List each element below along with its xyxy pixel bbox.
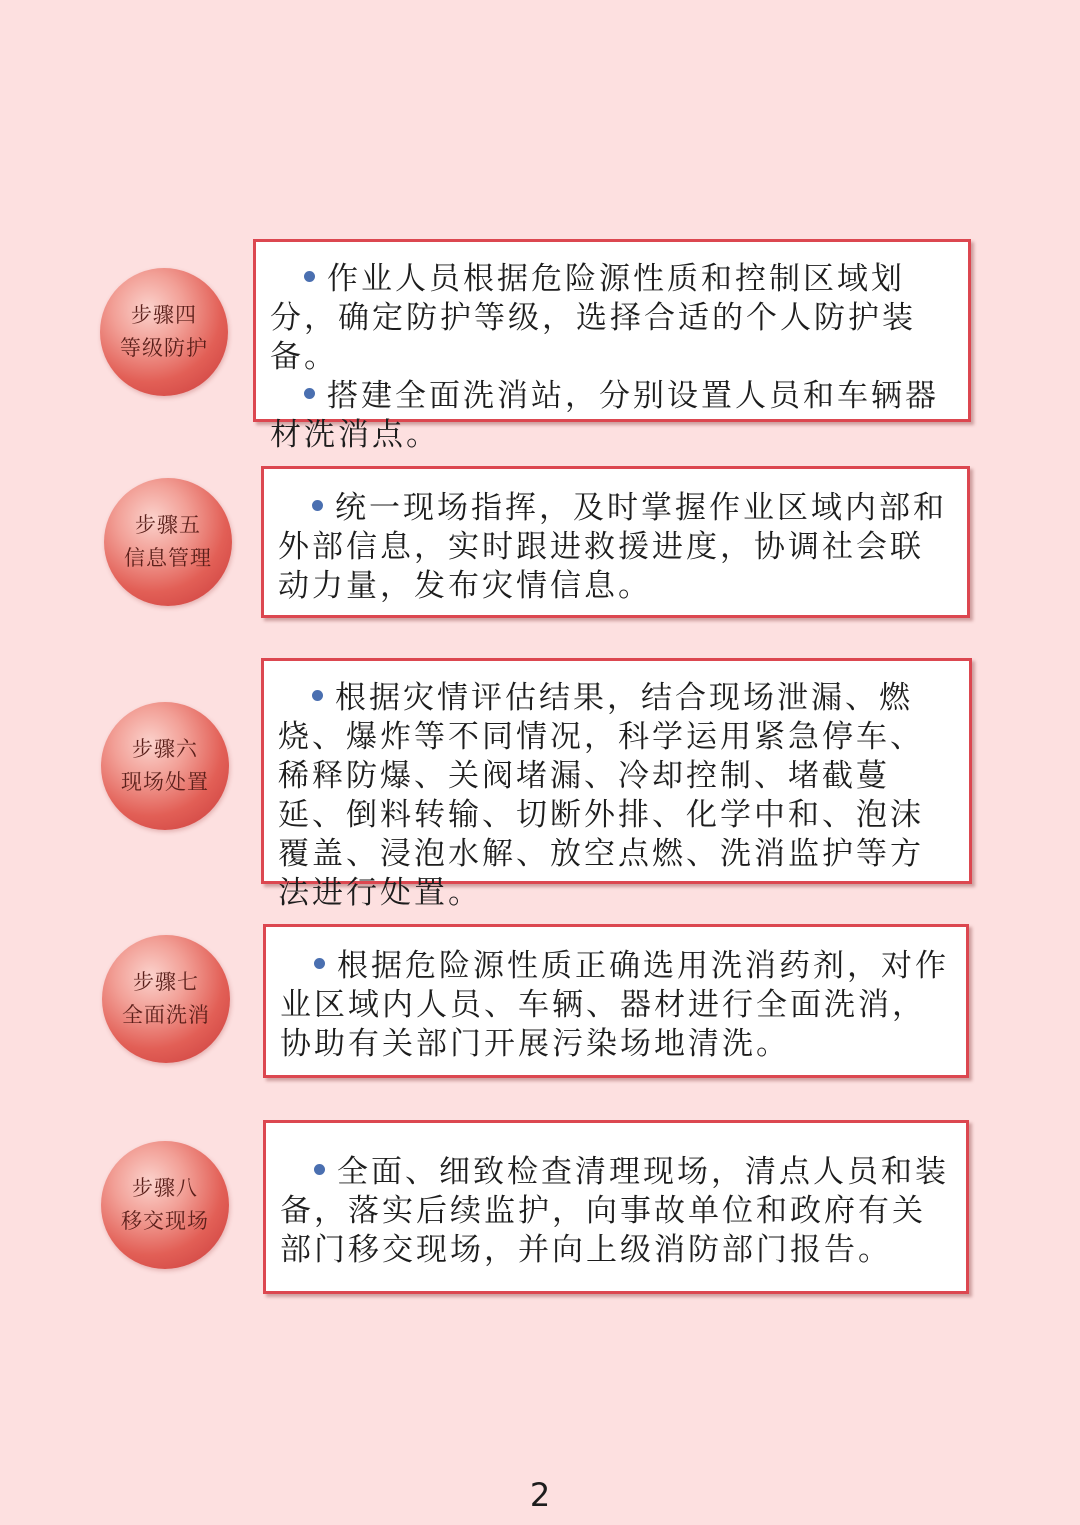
step-5-content-box bbox=[261, 466, 970, 618]
step-4-badge bbox=[100, 268, 228, 396]
step-6-paragraph-1: 根据灾情评估结果，结合现场泄漏、燃烧、爆炸等不同情况，科学运用紧急停车、稀释防爆、关阀堵漏、冷却控制、堵截蔓延、倒料转输、切断外排、化学中和、泡沫覆盖、浸泡水解、放空点燃、洗消监护等方法进行处置。 bbox=[278, 680, 924, 911]
step-4-paragraph-2: 搭建全面洗消站，分别设置人员和车辆器材洗消点。 bbox=[270, 378, 939, 453]
step-6-content-box bbox=[261, 658, 972, 911]
step-8-number: 步骤八 bbox=[132, 1176, 198, 1200]
step-4-paragraph-1: 作业人员根据危险源性质和控制区域划分，确定防护等级，选择合适的个人防护装备。 bbox=[270, 261, 916, 375]
bullet-icon bbox=[314, 1164, 325, 1175]
bullet-icon bbox=[304, 271, 315, 282]
bullet-icon bbox=[312, 500, 323, 511]
step-6-badge bbox=[101, 702, 229, 830]
step-7-badge bbox=[102, 935, 230, 1063]
step-7-content-box bbox=[263, 924, 969, 1078]
step-8-badge bbox=[101, 1141, 229, 1269]
step-5-number: 步骤五 bbox=[135, 513, 201, 537]
step-8-content-box bbox=[263, 1120, 969, 1294]
step-5-title: 信息管理 bbox=[124, 546, 212, 570]
page-number: 2 bbox=[529, 1476, 551, 1514]
step-6-title: 现场处置 bbox=[121, 770, 209, 794]
step-4-number: 步骤四 bbox=[131, 303, 197, 327]
step-6-number: 步骤六 bbox=[132, 737, 198, 761]
step-7-title: 全面洗消 bbox=[122, 1003, 210, 1027]
bullet-icon bbox=[312, 690, 323, 701]
step-7-paragraph-1: 根据危险源性质正确选用洗消药剂，对作业区域内人员、车辆、器材进行全面洗消，协助有关部门开展污染场地清洗。 bbox=[280, 948, 949, 1062]
bullet-icon bbox=[314, 958, 325, 969]
step-7-number: 步骤七 bbox=[133, 970, 199, 994]
step-5-paragraph-1: 统一现场指挥，及时掌握作业区域内部和外部信息，实时跟进救援进度，协调社会联动力量，发布灾情信息。 bbox=[278, 490, 947, 604]
step-5-badge bbox=[104, 478, 232, 606]
step-8-title: 移交现场 bbox=[121, 1209, 209, 1233]
bullet-icon bbox=[304, 388, 315, 399]
step-8-paragraph-1: 全面、细致检查清理现场，清点人员和装备，落实后续监护，向事故单位和政府有关部门移交现场，并向上级消防部门报告。 bbox=[280, 1154, 949, 1268]
step-4-title: 等级防护 bbox=[120, 336, 208, 360]
step-4-content-box bbox=[253, 239, 971, 453]
